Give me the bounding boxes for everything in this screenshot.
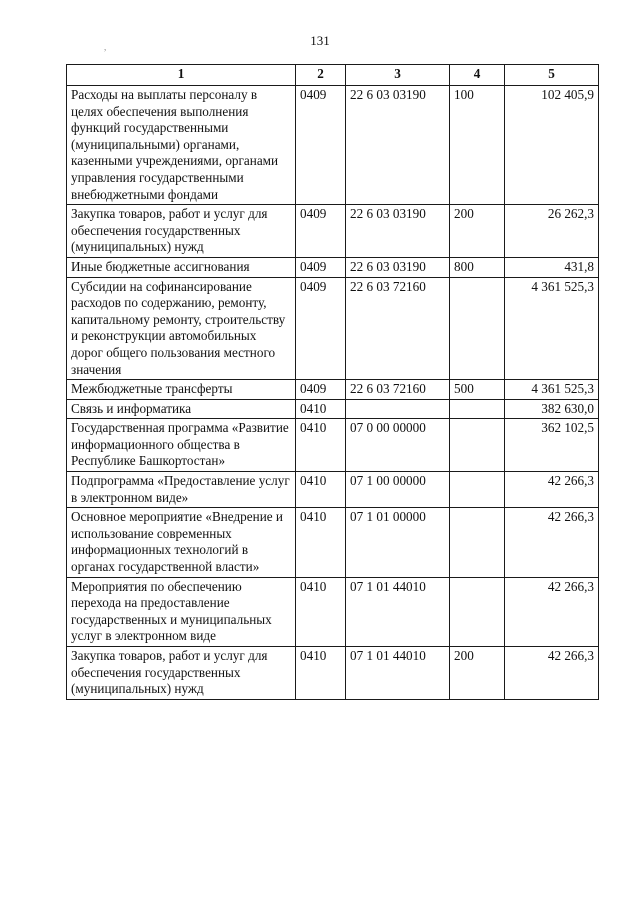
cell-name: Основное мероприятие «Внедрение и использование современных информационных технологий в органах государственной власти» [67,508,296,577]
cell-target: 22 6 03 03190 [346,205,450,258]
cell-amount: 42 266,3 [505,508,599,577]
cell-name: Мероприятия по обеспечению перехода на предоставление государственных и муниципальных услуг в электронном виде [67,577,296,646]
cell-name: Закупка товаров, работ и услуг для обеспечения государственных (муниципальных) нужд [67,647,296,700]
table-row [67,577,599,646]
table-row [67,508,599,577]
table-row [67,472,599,508]
cell-target: 07 0 00 00000 [346,419,450,472]
cell-target: 07 1 01 44010 [346,577,450,646]
header-row [67,65,599,86]
cell-amount: 42 266,3 [505,577,599,646]
cell-target: 22 6 03 03190 [346,257,450,277]
cell-amount: 26 262,3 [505,205,599,258]
table-row [67,277,599,380]
cell-type: 100 [450,86,505,205]
table-row [67,257,599,277]
cell-amount: 382 630,0 [505,399,599,419]
table-row [67,205,599,258]
cell-type: 500 [450,380,505,400]
cell-amount: 42 266,3 [505,647,599,700]
cell-section: 0409 [296,86,346,205]
cell-name: Связь и информатика [67,399,296,419]
header-col-4: 4 [450,65,505,86]
cell-name: Государственная программа «Развитие информационного общества в Республике Башкортостан» [67,419,296,472]
cell-amount: 362 102,5 [505,419,599,472]
cell-target: 07 1 01 00000 [346,508,450,577]
page-number: 131 [310,33,330,48]
scan-speck: , [104,42,107,52]
cell-section: 0410 [296,647,346,700]
cell-amount: 42 266,3 [505,472,599,508]
cell-amount: 102 405,9 [505,86,599,205]
table-row [67,380,599,400]
cell-type [450,508,505,577]
cell-type: 200 [450,647,505,700]
table-row [67,647,599,700]
cell-target: 22 6 03 72160 [346,277,450,380]
cell-type [450,277,505,380]
header-col-5: 5 [505,65,599,86]
cell-amount: 4 361 525,3 [505,277,599,380]
cell-target: 22 6 03 03190 [346,86,450,205]
cell-type: 800 [450,257,505,277]
cell-target: 22 6 03 72160 [346,380,450,400]
cell-target: 07 1 00 00000 [346,472,450,508]
cell-name: Субсидии на софинансирование расходов по содержанию, ремонту, капитальному ремонту, строительству и реконструкции автомобильных дорог общего пользования местного значения [67,277,296,380]
cell-type [450,399,505,419]
cell-name: Подпрограмма «Предоставление услуг в электронном виде» [67,472,296,508]
budget-table [66,64,599,700]
header-col-1: 1 [67,65,296,86]
header-col-2: 2 [296,65,346,86]
cell-section: 0410 [296,472,346,508]
cell-section: 0410 [296,399,346,419]
cell-name: Межбюджетные трансферты [67,380,296,400]
table-row [67,86,599,205]
cell-amount: 4 361 525,3 [505,380,599,400]
cell-type [450,577,505,646]
cell-section: 0410 [296,419,346,472]
cell-type [450,419,505,472]
cell-target [346,399,450,419]
cell-name: Расходы на выплаты персоналу в целях обеспечения выполнения функций государственными (муниципальными) органами, казенными учреждениями, органами управления государственными внебюджетными фондами [67,86,296,205]
cell-type: 200 [450,205,505,258]
table-row [67,399,599,419]
cell-section: 0410 [296,577,346,646]
cell-type [450,472,505,508]
cell-name: Закупка товаров, работ и услуг для обеспечения государственных (муниципальных) нужд [67,205,296,258]
cell-section: 0409 [296,380,346,400]
cell-section: 0410 [296,508,346,577]
cell-name: Иные бюджетные ассигнования [67,257,296,277]
table-row [67,419,599,472]
cell-target: 07 1 01 44010 [346,647,450,700]
cell-section: 0409 [296,205,346,258]
cell-amount: 431,8 [505,257,599,277]
cell-section: 0409 [296,277,346,380]
cell-section: 0409 [296,257,346,277]
header-col-3: 3 [346,65,450,86]
